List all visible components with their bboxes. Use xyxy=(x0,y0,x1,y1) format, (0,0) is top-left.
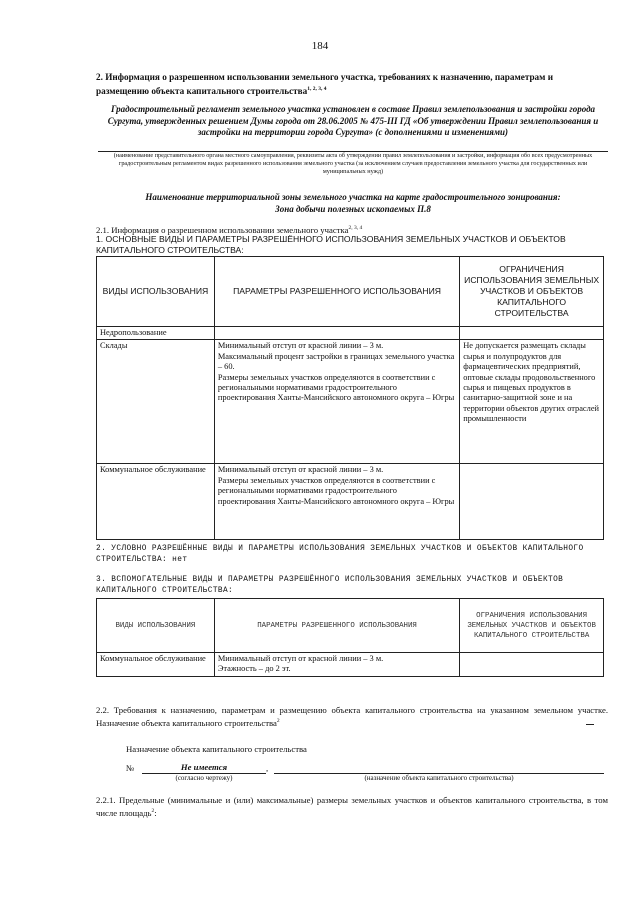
cell-params xyxy=(214,327,459,340)
section22-body: 2.2. Требования к назначению, параметрам и размещению объекта капитального строительства на указанном земельном участке. Назначение объекта капитального строительства xyxy=(96,705,608,728)
purpose-label: Назначение объекта капитального строительства xyxy=(126,744,307,754)
caption-drawing: (согласно чертежу) xyxy=(175,774,233,782)
auxiliary-uses-title: 3. ВСПОМОГАТЕЛЬНЫЕ ВИДЫ И ПАРАМЕТРЫ РАЗРЕШЁННОГО ИСПОЛЬЗОВАНИЯ ЗЕМЕЛЬНЫХ УЧАСТКОВ И ОБЪЕКТОВ КАПИТАЛЬНОГО СТРОИТЕЛЬСТВА: xyxy=(96,576,564,595)
col-header-restrictions: ОГРАНИЧЕНИЯ ИСПОЛЬЗОВАНИЯ ЗЕМЕЛЬНЫХ УЧАСТКОВ И ОБЪЕКТОВ КАПИТАЛЬНОГО СТРОИТЕЛЬСТВА xyxy=(460,257,604,327)
page-number: 184 xyxy=(311,40,329,52)
main-uses-table xyxy=(96,256,604,540)
col-header-params: ПАРАМЕТРЫ РАЗРЕШЕННОГО ИСПОЛЬЗОВАНИЯ xyxy=(214,599,459,653)
cell-restrictions xyxy=(460,464,604,540)
caption-purpose: (назначение объекта капитального строительства) xyxy=(364,774,514,782)
conditional-uses-title: 2. УСЛОВНО РАЗРЕШЁННЫЕ ВИДЫ И ПАРАМЕТРЫ ИСПОЛЬЗОВАНИЯ ЗЕМЕЛЬНЫХ УЧАСТКОВ И ОБЪЕКТОВ КАПИТАЛЬНОГО СТРОИТЕЛЬСТВА: нет xyxy=(96,545,584,564)
table-row xyxy=(97,653,604,677)
col-header-uses: ВИДЫ ИСПОЛЬЗОВАНИЯ xyxy=(97,599,215,653)
section22-dash xyxy=(586,724,594,725)
table-header-row xyxy=(97,599,604,653)
cell-params: Минимальный отступ от красной линии – 3 м. Максимальный процент застройки в границах земельного участка – 60. Размеры земельных участков определяются в соответствии с региональными нормативами градостроительного проектирования Ханты-Мансийского автономного округа – Югры xyxy=(214,340,459,464)
section22-text xyxy=(96,705,608,729)
section22-sup: 2 xyxy=(276,718,280,724)
zone-block xyxy=(98,191,608,215)
cell-params: Минимальный отступ от красной линии – 3 м. Размеры земельных участков определяются в соответствии с региональными нормативами градостроительного проектирования Ханты-Мансийского автономного округа – Югры xyxy=(214,464,459,540)
regulation-text: Градостроительный регламент земельного участка установлен в составе Правил землепользования и застройки города Сургута, утвержденных решением Думы города от 28.06.2005 № 475-III ГД «Об утверждении Правил землепользования и застройки на территории города Сургута» (с дополнениями и изменениями) xyxy=(107,104,599,137)
table-row xyxy=(97,464,604,540)
cell-restrictions xyxy=(460,327,604,340)
cell-use: Коммунальное обслуживание xyxy=(97,653,215,677)
table-header-row xyxy=(97,257,604,327)
section2-heading xyxy=(96,71,606,97)
col-header-restrictions: ОГРАНИЧЕНИЯ ИСПОЛЬЗОВАНИЯ ЗЕМЕЛЬНЫХ УЧАСТКОВ И ОБЪЕКТОВ КАПИТАЛЬНОГО СТРОИТЕЛЬСТВА xyxy=(460,599,604,653)
cell-restrictions: Не допускается размещать склады сырья и полупродуктов для фармацевтических предприятий, оптовые склады продовольственного сырья и пищевых продуктов в санитарно-защитной зоне и на территории объектов других отраслей промышленности xyxy=(460,340,604,464)
col-header-uses: ВИДЫ ИСПОЛЬЗОВАНИЯ xyxy=(97,257,215,327)
auxiliary-uses-table xyxy=(96,598,604,677)
cell-use: Склады xyxy=(97,340,215,464)
cell-restrictions xyxy=(460,653,604,677)
table-row xyxy=(97,340,604,464)
cell-params: Минимальный отступ от красной линии – 3 м. Этажность – до 2 эт. xyxy=(214,653,459,677)
section21-text: 2.1. Информация о разрешенном использовании земельного участка xyxy=(96,224,349,235)
cell-use: Недропользование xyxy=(97,327,215,340)
number-label: № xyxy=(126,763,135,773)
section21-sup: 2, 3, 4 xyxy=(348,225,363,231)
number-comma: , xyxy=(266,763,269,773)
table-row xyxy=(97,327,604,340)
regulation-note: (наименование представительного органа местного самоуправления, реквизиты акта об утверждении правил землепользования и застройки, информация обо всех предусмотренных градостроительным регламентом видах разрешенного использования земельного участка (за исключением случаев предоставления земельного участка для государственных или муниципальных нужд) xyxy=(113,152,593,175)
col-header-params: ПАРАМЕТРЫ РАЗРЕШЕННОГО ИСПОЛЬЗОВАНИЯ xyxy=(214,257,459,327)
zone-line2: Зона добычи полезных ископаемых П.8 xyxy=(275,204,431,214)
number-value: Не имеется xyxy=(142,762,266,774)
table1-title: 1. ОСНОВНЫЕ ВИДЫ И ПАРАМЕТРЫ РАЗРЕШЁННОГО ИСПОЛЬЗОВАНИЯ ЗЕМЕЛЬНЫХ УЧАСТКОВ И ОБЪЕКТОВ КАПИТАЛЬНОГО СТРОИТЕЛЬСТВА: xyxy=(96,234,566,255)
section2-heading-text: 2. Информация о разрешенном использовании земельного участка, требованиях к назначению, параметрам и размещению объекта капитального строительства xyxy=(96,72,553,97)
section221-sup: 2 xyxy=(151,808,155,814)
zone-line1: Наименование территориальной зоны земельного участка на карте градостроительного зонирования: xyxy=(145,192,561,202)
purpose-value-line xyxy=(274,762,604,774)
section221-tail: : xyxy=(154,807,157,818)
cell-use: Коммунальное обслуживание xyxy=(97,464,215,540)
section2-heading-sup: 1, 2, 3, 4 xyxy=(307,86,327,92)
section221-body: 2.2.1. Предельные (минимальные и (или) максимальные) размеры земельных участков и объектов капитального строительства, в том числе площадь xyxy=(96,795,608,818)
section221-text xyxy=(96,795,608,819)
